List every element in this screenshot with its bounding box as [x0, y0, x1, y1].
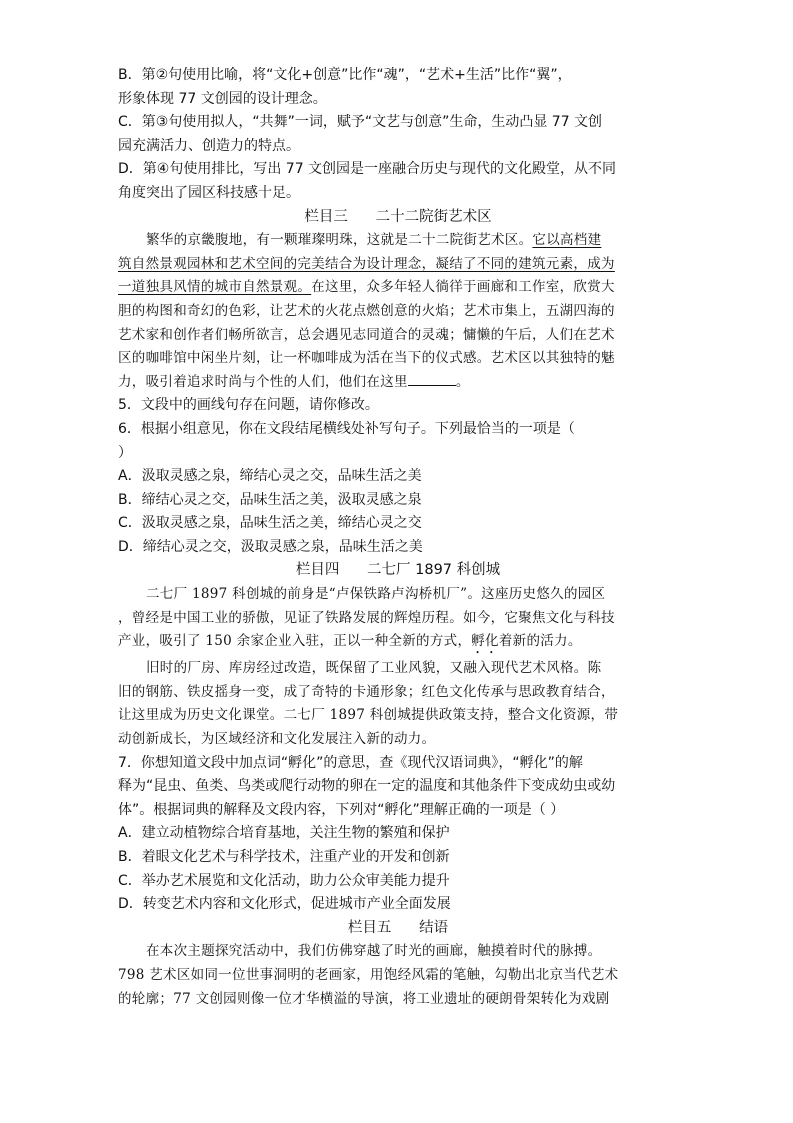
section3-paragraph-line: 艺术家和创作者们畅所欲言，总会遇见志同道合的灵魂；慵懒的午后，人们在艺术 — [118, 326, 615, 343]
question-7-option-b: B．着眼文化艺术与科学技术，注重产业的开发和创新 — [118, 849, 450, 865]
section4-paragraph-line: 让这里成为历史文化课堂。二七厂 1897 科创城提供政策支持，整合文化资源，带 — [118, 707, 619, 724]
section5-heading: 栏目五 结语 — [347, 919, 449, 936]
document-content — [118, 64, 678, 1011]
option-d-line2: 角度突出了园区科技感十足。 — [118, 184, 300, 201]
answer-blank — [408, 373, 456, 386]
section4-paragraph-line: 旧时的厂房、库房经过改造，既保留了工业风貌，又融入现代艺术风格。陈 — [146, 660, 602, 677]
section4-text: 产业，吸引了 150 余家企业入驻，正以一种全新的方式， — [118, 633, 472, 650]
section4-paragraph-line: ，曾经是中国工业的骄傲，见证了铁路发展的辉煌历程。如今，它聚焦文化与科技 — [118, 609, 615, 626]
question-6-option-a: A．汲取灵感之泉，缔结心灵之交，品味生活之美 — [118, 468, 422, 485]
question-7-option-a: A．建立动植物综合培育基地，关注生物的繁殖和保护 — [118, 825, 450, 842]
section4-heading: 栏目四 二七厂 1897 科创城 — [295, 562, 501, 579]
option-c-line2: 园充满活力、创造力的特点。 — [118, 137, 300, 154]
section3-text: 繁华的京畿腹地，有一颗璀璨明珠，这就是二十二院街艺术区。 — [146, 232, 533, 249]
section3-paragraph-line — [118, 276, 678, 300]
section3-paragraph-line: 区的咖啡馆中闲坐片刻，让一杯咖啡成为活在当下的仪式感。艺术区以其独特的魅 — [118, 350, 615, 367]
question-7-line3: 体”。根据词典的解释及文段内容，下列对“孵化”理解正确的一项是（ ） — [118, 801, 565, 818]
section4-paragraph-line: 二七厂 1897 科创城的前身是“卢保铁路卢沟桥机厂”。这座历史悠久的园区 — [146, 586, 606, 603]
section5-paragraph-line: 798 艺术区如同一位世事洞明的老画家，用饱经风霜的笔触，勾勒出北京当代艺术 — [118, 966, 619, 983]
question-7-option-c: C．举办艺术展览和文化活动，助力公众审美能力提升 — [118, 872, 450, 889]
question-6-option-b: B．缔结心灵之交，品味生活之美，汲取灵感之泉 — [118, 491, 422, 508]
section5-paragraph-line: 的轮廓；77 文创园则像一位才华横溢的导演，将工业遗址的硬朗骨架转化为戏剧 — [118, 990, 610, 1007]
question-6-option-c: C．汲取灵感之泉，品味生活之美，缔结心灵之交 — [118, 515, 422, 532]
section3-heading: 栏目三 二十二院街艺术区 — [304, 208, 492, 225]
section4-paragraph-line — [118, 630, 678, 657]
question-7-line2: 释为“昆虫、鱼类、鸟类或爬行动物的卵在一定的温度和其他条件下变成幼虫或幼 — [118, 778, 616, 795]
question-5: 5．文段中的画线句存在问题，请你修改。 — [118, 397, 379, 414]
question-6-option-d: D．缔结心灵之交，汲取灵感之泉，品味生活之美 — [118, 538, 423, 555]
section4-text: 着新的活力。 — [498, 633, 582, 650]
underlined-sentence: 它以高档建 — [532, 232, 602, 249]
option-b-line2: 形象体现 77 文创园的设计理念。 — [118, 90, 327, 107]
section3-paragraph-line — [118, 371, 678, 395]
question-6-line1: 6．根据小组意见，你在文段结尾横线处补写句子。下列最恰当的一项是（ — [118, 420, 575, 437]
question-7-option-d: D．转变艺术内容和文化形式，促进城市产业全面发展 — [118, 896, 451, 913]
option-d-line1: D．第④句使用排比，写出 77 文创园是一座融合历史与现代的文化殿堂，从不同 — [118, 161, 617, 178]
section3-paragraph-line: 胆的构图和奇幻的色彩，让艺术的火花点燃创意的火焰；艺术市集上，五湖四海的 — [118, 302, 615, 319]
section4-paragraph-line: 动创新成长，为区域经济和文化发展注入新的动力。 — [118, 731, 436, 748]
section3-text: 力，吸引着追求时尚与个性的人们，他们在这里 — [118, 373, 408, 390]
question-6-line2: ） — [118, 444, 132, 461]
section3-paragraph-line — [118, 229, 678, 253]
dotted-word: 孵化 — [471, 633, 499, 650]
section5-paragraph-line: 在本次主题探究活动中，我们仿佛穿越了时光的画廊，触摸着时代的脉搏。 — [146, 943, 602, 960]
option-b-line1: B．第②句使用比喻，将“文化+创意”比作“魂”，“艺术+生活”比作“翼”， — [118, 67, 572, 83]
section3-text: 。 — [455, 373, 470, 390]
underlined-sentence: 筑自然景观园林和艺术空间的完美结合为设计理念，凝结了不同的建筑元素，成为 — [118, 255, 615, 272]
section3-text: 在这里，众多年轻人徜徉于画廊和工作室，欣赏大 — [311, 279, 615, 296]
underlined-sentence: 一道独具风情的城市自然景观。 — [118, 279, 312, 296]
section4-paragraph-line: 旧的钢筋、铁皮摇身一变，成了奇特的卡通形象；红色文化传承与思政教育结合， — [118, 683, 615, 700]
question-7-line1: 7．你想知道文段中加点词“孵化”的意思，查《现代汉语词典》，“孵化”的解 — [118, 754, 583, 771]
option-c-line1: C．第③句使用拟人，“共舞”一词，赋予“文艺与创意”生命，生动凸显 77 文创 — [118, 114, 603, 131]
